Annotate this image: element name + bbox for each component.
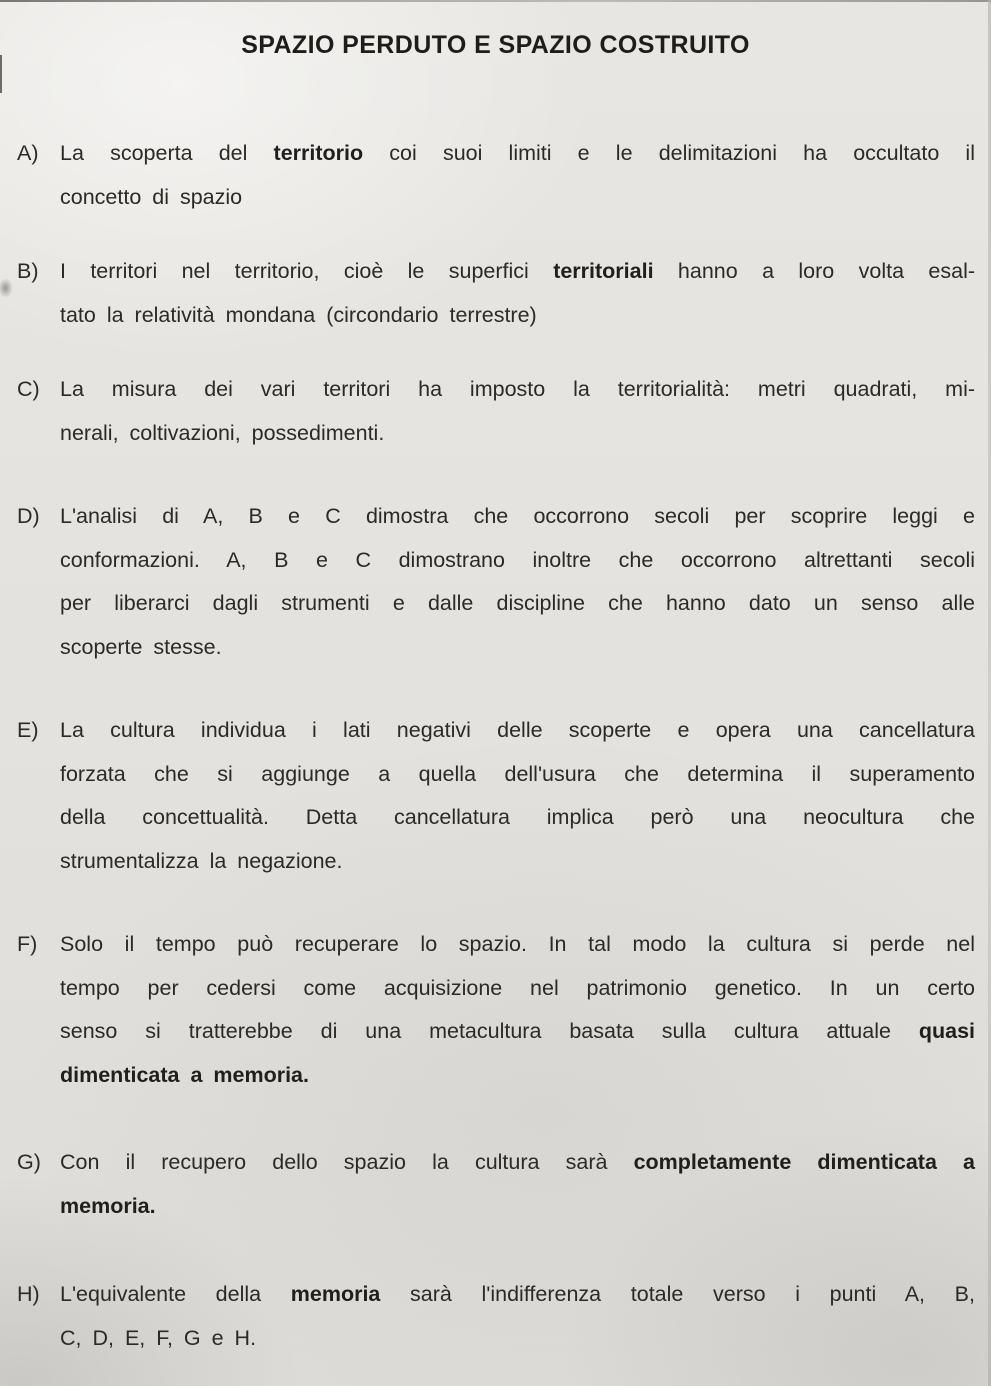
bold-text-segment: quasi	[918, 1019, 975, 1043]
bold-text-segment: completamente dimenticata a	[633, 1150, 975, 1174]
bold-text-segment: territorio	[273, 141, 364, 165]
paragraph-body	[60, 132, 975, 219]
paragraph-body	[60, 1141, 975, 1228]
text-line	[60, 753, 975, 797]
text-line	[60, 1010, 975, 1054]
page-title: SPAZIO PERDUTO E SPAZIO COSTRUITO	[241, 31, 750, 59]
text-line	[60, 626, 975, 670]
text-segment: conformazioni. A, B e C dimostrano inoltre che occorrono altrettanti secoli	[60, 547, 975, 572]
text-segment: nerali, coltivazioni, possedimenti.	[60, 420, 385, 445]
paragraph-label: H)	[17, 1282, 40, 1306]
text-segment: forzata che si aggiunge a quella dell'usura che determina il superamento	[60, 761, 975, 786]
text-segment: hanno a loro volta esal-	[653, 259, 975, 283]
text-line	[60, 840, 975, 884]
paragraph-label: A)	[17, 141, 39, 165]
text-segment: sarà l'indifferenza totale verso i punti A, B,	[380, 1282, 975, 1306]
photo-edge-top	[0, 0, 991, 2]
text-segment: La misura dei vari territori ha imposto la territorialità: metri quadrati, mi-	[60, 377, 975, 401]
paragraph-label: G)	[17, 1150, 41, 1174]
text-segment: I territori nel territorio, cioè le superfici	[60, 259, 554, 283]
paragraph-F	[17, 923, 975, 1097]
text-segment: tempo per cedersi come acquisizione nel patrimonio genetico. In un certo	[60, 975, 975, 1000]
text-segment: strumentalizza la negazione.	[60, 848, 343, 873]
paragraph-H	[17, 1273, 975, 1360]
paragraph-B	[17, 250, 975, 337]
paragraph-body	[60, 495, 975, 669]
paragraph-G	[17, 1141, 975, 1228]
text-line	[60, 1141, 975, 1185]
text-segment: per liberarci dagli strumenti e dalle discipline che hanno dato un senso alle	[60, 591, 975, 615]
text-segment: Con il recupero dello spazio la cultura sarà	[60, 1150, 634, 1174]
paragraph-label: D)	[17, 504, 40, 528]
text-line	[60, 1185, 975, 1229]
text-line	[60, 294, 975, 338]
paragraph-label: C)	[17, 377, 40, 401]
text-line	[60, 250, 975, 294]
text-segment: della concettualità. Detta cancellatura implica però una neocultura che	[60, 805, 975, 829]
text-line	[60, 582, 975, 626]
text-segment: Solo il tempo può recuperare lo spazio. In tal modo la cultura si perde nel	[60, 932, 975, 956]
text-segment: L'analisi di A, B e C dimostra che occorrono secoli per scoprire leggi e	[60, 504, 975, 528]
photo-edge-left-tick	[0, 55, 2, 93]
paragraph-label: E)	[17, 718, 39, 742]
paragraph-body	[60, 709, 975, 883]
bold-text-segment: territoriali	[553, 259, 654, 283]
paragraph-list	[0, 132, 991, 1360]
text-line	[60, 132, 975, 176]
text-line	[60, 1273, 975, 1317]
text-line	[60, 709, 975, 753]
paragraph-body	[60, 368, 975, 455]
bold-text-segment: dimenticata a memoria.	[60, 1062, 309, 1087]
text-line	[60, 495, 975, 539]
paragraph-body	[60, 923, 975, 1097]
text-segment: La cultura individua i lati negativi delle scoperte e opera una cancellatura	[60, 718, 975, 742]
text-line	[60, 412, 975, 456]
paragraph-body	[60, 250, 975, 337]
bold-text-segment: memoria	[290, 1282, 381, 1306]
text-segment: L'equivalente della	[60, 1282, 291, 1306]
text-segment: tato la relatività mondana (circondario terrestre)	[60, 302, 537, 327]
text-line	[60, 1054, 975, 1098]
text-line	[60, 539, 975, 583]
paragraph-label: B)	[17, 259, 39, 283]
text-segment: C, D, E, F, G e H.	[60, 1325, 257, 1350]
text-line	[60, 923, 975, 967]
text-line	[60, 368, 975, 412]
bold-text-segment: memoria.	[60, 1193, 156, 1218]
text-segment: scoperte stesse.	[60, 634, 222, 659]
paragraph-body	[60, 1273, 975, 1360]
text-line	[60, 1317, 975, 1361]
text-line	[60, 796, 975, 840]
text-segment: La scoperta del	[60, 141, 274, 165]
text-segment: senso si tratterebbe di una metacultura basata sulla cultura attuale	[60, 1019, 919, 1043]
paragraph-D	[17, 495, 975, 669]
paragraph-A	[17, 132, 975, 219]
text-segment: concetto di spazio	[60, 184, 243, 209]
text-line	[60, 967, 975, 1011]
text-segment: coi suoi limiti e le delimitazioni ha occultato il	[363, 141, 975, 165]
paragraph-label: F)	[17, 932, 38, 956]
text-line	[60, 176, 975, 220]
paragraph-C	[17, 368, 975, 455]
paragraph-E	[17, 709, 975, 883]
